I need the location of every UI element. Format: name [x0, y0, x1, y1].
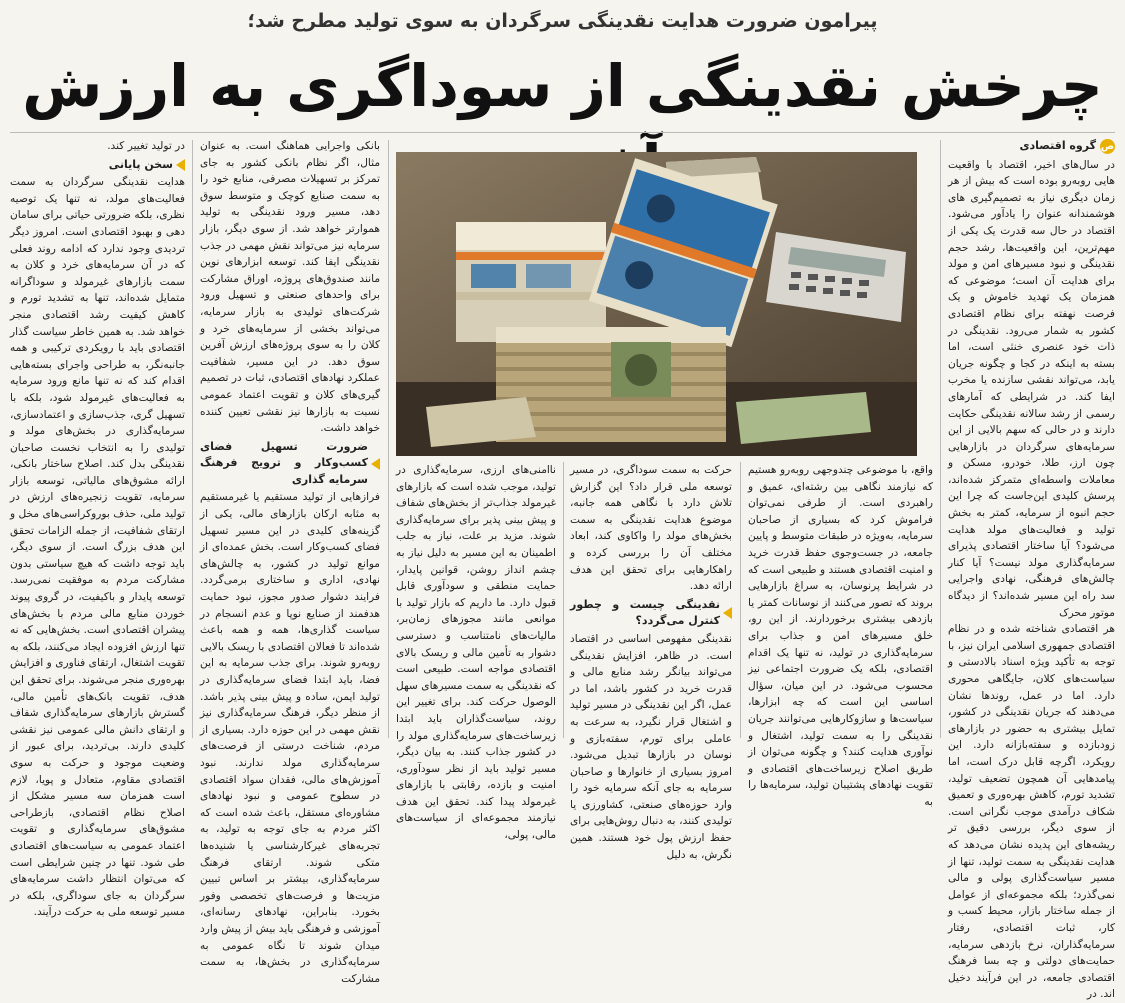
paragraph: در تولید تغییر کند. — [107, 140, 185, 152]
column-divider — [740, 462, 741, 738]
subheading-text: نقدینگی چیست و چطور کنترل می‌گردد؟ — [570, 597, 720, 628]
subheading-final — [10, 157, 185, 174]
triangle-bullet-icon — [371, 458, 380, 470]
paragraph: هدایت نقدینگی سرگردان به سمت فعالیت‌های مولد، نه تنها یک توصیه نظری، بلکه ضرورتی حیاتی برای سامان دهی و بهبود اقتصادی است. امروز دیگر تردیدی وجود ندارد که ادامه روند فعلی که در آن سرمایه‌های خرد و کلان به سمت بازارهای غیرمولد و سوداگرانه متمایل شده‌اند، تنها به تشدید تورم و کاهش کیفیت رشد اقتصادی منجر خواهد شد. به همین خاطر سیاست گذار اقتصادی باید با رویکردی ترکیبی و همه جانبه‌نگر، به طراحی واجرای بسته‌هایی اقدام کند که نه تنها مانع ورود سرمایه به فعالیت‌های غیرمولد شود، بلکه با تسهیل گری، جذب‌سازی و اعتمادسازی، سرمایه‌گذاری در بخش‌های مولد و تولیدی را به انتخاب نخست صاحبان نقدینگی بدل کند. اصلاح ساختار بانکی، ارائه مشوق‌های مالیاتی، توسعه بازار سرمایه، تقویت زنجیره‌های ارزش در تولید ملی، حذف بوروکراسی‌های مخل و ارتقای شفافیت، از جمله الزامات تحقق این هدف بزرگ است. از سوی دیگر، باید توجه داشت که هیچ سیاستی بدون مشارکت مردم به موفقیت نمی‌رسد. توسعه پایدار و باکیفیت، در گروی پیوند خوردن منابع مالی مردم با بخش‌های پیشران اقتصادی است. بخش‌هایی که نه تنها ارزش افزوده ایجاد می‌کنند، بلکه به تقویت اشتغال، ارتقای فناوری و افزایش بهره‌وری منجر می‌شوند. برای تحقق این هدف، تقویت بانک‌های تأمین مالی، گسترش بازارهای سرمایه‌گذاری شفاف و ارتقای دانش مالی عمومی نیز نقشی کلیدی دارند. بی‌تردید، برای عبور از وضعیت موجود و حرکت به سوی اقتصادی مقاوم، متعادل و پویا، لازم است همزمان سه مسیر مشکل از اصلاح نظام اقتصادی، بازطراحی مشوق‌های سرمایه‌گذاری و تقویت اعتماد عمومی به سیاست‌های اقتصادی طی شود. تنها در چنین شرایطی است که می‌توان انتظار داشت سرمایه‌های سرگردان به جای سوداگری، بلکه در مسیر توسعه ملی به حرکت درآیند. — [10, 176, 185, 919]
paragraph: واقع، با موضوعی چندوجهی روبه‌رو هستیم که نیازمند نگاهی بین رشته‌ای، عمیق و راهبردی است. از طرفی نمی‌توان فراموش کرد که بسیاری از صاحبان سرمایه، به‌ویژه در طبقات متوسط و پایین جامعه، در جست‌وجوی حفظ قدرت خرید و امنیت اقتصادی هستند و طبیعی است که در شرایط پرنوسان، به سراغ بازارهایی بروند که تصور می‌کنند از نوسانات کمتر یا بازدهی بیشتری برخوردارند. از این رو، خلق مسیرهای امن و جذاب برای سرمایه‌گذاری در تولید، نه تنها یک اقدام اقتصادی، بلکه یک ضرورت اجتماعی نیز محسوب می‌شود. در این میان، سؤال اساسی این است که چه ابزارها، سیاست‌ها و سازوکارهایی می‌توانند جریان نقدینگی را به سمت تولید، اشتغال و نوآوری هدایت کنند؟ و چگونه می‌توان از طریق اصلاح زیرساخت‌های اقتصادی و تقویت نهادهای پشتیبان تولید، سرمایه‌ها را به — [748, 464, 933, 808]
subheading-text: سخن پایانی — [108, 157, 173, 171]
byline-text: گروه اقتصادی — [1019, 139, 1096, 152]
paragraph: ناامنی‌های ارزی، سرمایه‌گذاری در تولید، موجب شده است که بازارهای غیرمولد جذاب‌تر از بخش‌های شفاف و پیش بینی پذیر برای سرمایه‌گذاری شوند. مزید بر علت، نیاز به جلب اطمینان به این مسیر به دلیل نیاز به چشم انداز روشن، قوانین پایدار، حمایت منطقی و سودآوری قابل قبول دارد. ما داریم که بازار تولید با موانعی مانند مجوزهای زمان‌بر، مالیات‌های نامتناسب و دسترسی دشوار به تأمین مالی و ریسک بالای اقتصادی مواجه است. طبیعی است که نقدینگی به سمت مسیرهای سهل الوصول حرکت کند. برای تغییر این روند، سیاست‌گذاران باید ابتدا زیرساخت‌های سرمایه‌گذاری مولد را در کشور جذاب کنند. به بیان دیگر، مسیر تولید باید از نظر سودآوری، امنیت و بازده، رقابتی با بازارهای غیرمولد پیدا کند. تحقق این هدف نیازمند مجموعه‌ای از سیاست‌های مالی، پولی، — [396, 464, 556, 842]
column-divider — [192, 140, 193, 738]
banknotes-illustration — [396, 152, 917, 456]
paragraph: بانکی واجرایی هماهنگ است. به عنوان مثال، اگر نظام بانکی کشور به جای تمرکز بر تسهیلات مصرفی، منابع خود را به سمت صنایع کوچک و متوسط سوق دهد، مسیر ورود نقدینگی به تولید هموارتر خواهد شد. از سوی دیگر، بازار سرمایه نیز می‌تواند نقش مهمی در جذب نقدینگی ایفا کند. توسعه ابزارهای نوین مانند صندوق‌های پروژه، اوراق مشارکت برای واحدهای صنعتی و تسهیل ورود شرکت‌های تولیدی به بازار سرمایه، می‌تواند بخشی از سرمایه‌های خرد و کلان را به سوی پروژه‌های ارزش آفرین سوق دهد. در این مسیر، شفافیت عملکرد نهادهای اقتصادی، ثبات در تصمیم گیری‌های کلان و تقویت اعتماد عمومی نسبت به بازارها نیز نقشی تعیین کننده خواهد داشت. — [200, 140, 380, 435]
column-divider — [388, 140, 389, 738]
headline-divider — [10, 132, 1115, 133]
article-kicker: پیرامون ضرورت هدایت نقدینگی سرگردان به سوی تولید مطرح شد؛ — [247, 10, 878, 32]
article-headline: چرخش نقدینگی از سوداگری به ارزش — [22, 52, 1103, 120]
column-divider — [563, 462, 564, 738]
column-mid-left — [570, 462, 732, 861]
column-left-third — [396, 462, 556, 842]
paragraph: در سال‌های اخیر، اقتصاد با واقعیت هایی روبه‌رو بوده است که بیش از هر زمان دیگری نیاز به تصمیم‌گیری های هوشمندانه عنوان را یادآور می‌شود. اقتصاد در حال سه قدرت یک یکی از مهم‌ترین، این واقعیت‌ها، رشد حجم نقدینگی و نبود مسیرهای امن و مولد برای هدایت آن است؛ موضوعی که همزمان یک تهدید خاموش و یک فرصت نهفته برای نظام اقتصادی کشور به شمار می‌رود. نقدینگی در ذات خود عنصری خنثی است، اما بسته به اینکه در کجا و چگونه جریان یابد، می‌تواند نقشی سازنده یا مخرب ایفا کند. در شرایطی که آمارهای رسمی از رشد سالانه نقدینگی حکایت دارند و در حالی که سهم بالایی از این سرمایه‌های سرگردان در بازارهایی چون ارز، طلا، خودرو، مسکن و معاملات واسطه‌ای متمرکز شده‌اند، پرسش کلیدی این‌جاست که چرا این حجم انبوه از سرمایه، کمتر به بخش تولید و فعالیت‌های مولد هدایت می‌شود؟ آیا ساختار اقتصادی پذیرای سرمایه‌گذاری مولد نیست؟ آیا کنار چالش‌های فرهنگی، نهادی واجرایی سد راه این مسیر شده‌اند؟ از دیدگاه موتور محرک — [948, 158, 1115, 619]
column-mid-right — [748, 462, 933, 808]
paragraph: فرازهایی از تولید مستقیم یا غیرمستقیم به مثابه ارکان بازارهای مالی، یکی از گزینه‌های کلیدی در این مسیر تسهیل فضای کسب‌وکار است. بخش عمده‌ای از موانع تولید در کشور، به چالش‌های نهادی، اداری و ساختاری برمی‌گردد. فرایند دشوار صدور مجوز، نبود حمایت هدفمند از صنایع نوپا و عدم انسجام در سیاست گذاری‌ها، همه و همه باعث شده‌اند تا فعالان اقتصادی با ریسک بالایی روبه‌رو شوند. برای جذب سرمایه به این فضا، باید ابتدا فضای سرمایه‌گذاری در تولید ایمن، ساده و پیش بینی پذیر باشد. از منظر دیگر، فرهنگ سرمایه‌گذاری نیز نقش مهمی در این حوزه دارد. بسیاری از مردم، شناخت درستی از فرصت‌های سرمایه‌گذاری مولد ندارند. نبود آموزش‌های مالی، فقدان سواد اقتصادی در سطوح عمومی و نبود نهادهای مشاوره‌ای مستقل، باعث شده است که اکثر مردم به جای توجه به تولید، به تجربه‌های غیرکارشناسی یا شنیده‌ها متکی شوند. ارتقای فرهنگ سرمایه‌گذاری، بیشتر بر اساس تبیین مزیت‌ها و فرصت‌های تخصصی وفور بخورد. بنابراین، نهادهای رسانه‌ای، آموزشی و فرهنگی باید بیش از پیش وارد میدان شوند تا نگاه عمومی به سرمایه‌گذاری در بخش‌ها، به سمت مشارکت — [200, 491, 380, 985]
column-left — [200, 138, 380, 985]
column-divider — [940, 140, 941, 738]
subheading-liquidity — [570, 597, 732, 630]
byline — [948, 138, 1115, 155]
paragraph: هر اقتصادی شناخته شده و در نظام اقتصادی جمهوری اسلامی ایران نیز، با توجه به تأکید ویژه اسناد بالادستی و سیاست‌های کلان، جایگاهی محوری دارد. اما در عمل، روندها نشان می‌دهند که جریان نقدینگی در کشور، تمایل بیشتری به حضور در بازارهای زودبازده و سفته‌بازانه دارد. این رویکرد، اگرچه قابل درک است، اما پیامدهایی آن همچون تضعیف تولید، تشدید تورم، کاهش بهره‌وری و تعمیق شکاف درآمدی موجب نگرانی است. از سوی دیگر، بررسی دقیق تر ریشه‌های این پدیده نشان می‌دهد که هدایت نقدینگی به سمت تولید، تنها از مسیر سیاست‌گذاری پولی و مالی نمی‌گذرد؛ بلکه مجموعه‌ای از عوامل از جمله ساختار بازار، محیط کسب و کار، ثبات اقتصادی، رفتار سرمایه‌گذاران، نرخ بازدهی سرمایه، حمایت‌های دولتی و چه بسا فرهنگ اقتصادی جامعه، در این فرآیند دخیل اند. در — [948, 623, 1115, 1001]
subheading-text: ضرورت تسهیل فضای کسب‌وکار و ترویج فرهنگ سرمایه گذاری — [200, 439, 368, 486]
newspaper-logo-icon: ص — [1100, 140, 1115, 152]
triangle-bullet-icon — [176, 159, 185, 171]
paragraph: نقدینگی مفهومی اساسی در اقتصاد است. در ظاهر، افزایش نقدینگی می‌تواند بیانگر رشد منابع مالی و قدرت خرید در کشور باشد، اما در عمل، اگر این نقدینگی در مسیر تولید و اشتغال قرار نگیرد، به سرعت به عاملی برای تورم، سفته‌بازی و نوسان در بازارها تبدیل می‌شود. امروز بسیاری از خانوارها و صاحبان سرمایه به جای آنکه سرمایه خود را وارد حوزه‌های صنعتی، کشاورزی یا تولیدی کنند، به دنبال روش‌هایی برای حفظ ارزش پول خود هستند. همین نگرش، به دلیل — [570, 632, 732, 861]
subheading-business — [200, 439, 380, 489]
paragraph: حرکت به سمت سوداگری، در مسیر توسعه ملی قرار داد؟ این گزارش تلاش دارد با نگاهی همه جانبه، موضوع هدایت نقدینگی به سمت بخش‌های مولد را واکاوی کند، ابعاد مختلف آن را بررسی کرده و راهکارهایی برای تحقق این هدف ارائه دهد. — [570, 464, 732, 593]
banknotes-photo — [396, 152, 917, 456]
triangle-bullet-icon — [723, 607, 732, 619]
left-banknote-stack — [456, 222, 606, 342]
column-right — [948, 138, 1115, 1001]
column-far-left — [10, 138, 185, 919]
